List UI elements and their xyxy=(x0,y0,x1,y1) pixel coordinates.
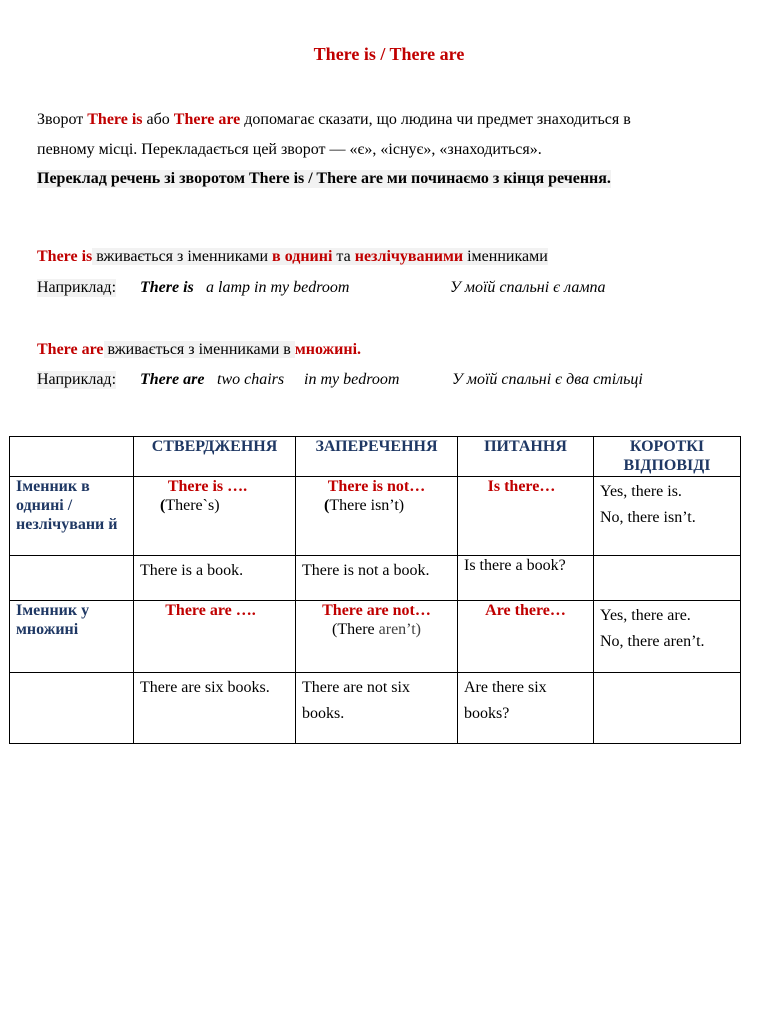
plural-example-key: There are xyxy=(140,371,205,388)
intro-text-3: допомагає сказати, що людина чи предмет знаходиться в xyxy=(240,111,631,128)
cell-empty xyxy=(594,556,741,601)
plural-text-1: вживається з іменниками в xyxy=(103,341,295,358)
cell-plural-short xyxy=(594,601,741,673)
formula-are-there: Are there… xyxy=(485,602,566,619)
example-there-are-six-books: There are six books. xyxy=(134,673,296,744)
contraction-there-isnt: (There isn’t) xyxy=(324,497,405,514)
header-negative: ЗАПЕРЕЧЕННЯ xyxy=(296,437,458,477)
formula-there-is-not: There is not… xyxy=(327,478,426,495)
table-row xyxy=(10,601,741,673)
cell-singular-question xyxy=(458,477,594,556)
example-there-is-a-book: There is a book. xyxy=(134,556,296,601)
row-head-empty xyxy=(10,556,134,601)
short-answer-yes-are: Yes, there are. xyxy=(600,607,691,624)
intro-text-2: або xyxy=(142,111,174,128)
singular-text-1: вживається з іменниками xyxy=(92,248,273,265)
grammar-table xyxy=(9,436,741,744)
table-row xyxy=(10,673,741,744)
header-affirmative: СТВЕРДЖЕННЯ xyxy=(134,437,296,477)
contraction-there-arent: (There aren’t) xyxy=(332,621,421,638)
table-row xyxy=(10,477,741,556)
singular-translation: У моїй спальні є лампа xyxy=(450,279,606,296)
page-title: There is / There are xyxy=(313,44,465,64)
singular-highlight-1: в однині xyxy=(272,248,333,265)
cell-plural-negative xyxy=(296,601,458,673)
formula-there-is: There is …. xyxy=(167,478,248,495)
cell-singular-short xyxy=(594,477,741,556)
cell-empty xyxy=(594,673,741,744)
row-head-singular: Іменник в однині / незлічувани й xyxy=(10,477,134,556)
row-head-empty xyxy=(10,673,134,744)
row-head-plural: Іменник у множині xyxy=(10,601,134,673)
formula-is-there: Is there… xyxy=(487,478,556,495)
cell-singular-affirm xyxy=(134,477,296,556)
contraction-theres: (There`s) xyxy=(160,497,220,514)
translation-rule: Переклад речень зі зворотом There is / There are ми починаємо з кінця речення. xyxy=(37,170,611,187)
singular-example-rest: a lamp in my bedroom xyxy=(206,279,350,296)
singular-keyword: There is xyxy=(37,248,93,265)
formula-there-are-not: There are not… xyxy=(322,602,431,619)
formula-there-are: There are …. xyxy=(165,602,256,619)
singular-rule xyxy=(37,248,548,266)
intro-line-2: певному місці. Перекладається цей зворот — «є», «існує», «знаходиться». xyxy=(37,141,542,158)
plural-example-rest-2: in my bedroom xyxy=(304,371,400,388)
plural-example-rest-1: two chairs xyxy=(217,371,285,388)
short-answer-no-isnt: No, there isn’t. xyxy=(600,509,696,526)
cell-plural-question xyxy=(458,601,594,673)
table-corner-cell xyxy=(10,437,134,477)
cell-singular-negative xyxy=(296,477,458,556)
intro-keyword-there-are: There are xyxy=(173,111,241,128)
plural-keyword: There are xyxy=(37,341,104,358)
example-there-is-not-a-book: There is not a book. xyxy=(296,556,458,601)
short-answer-yes-is: Yes, there is. xyxy=(600,483,682,500)
table-row xyxy=(10,556,741,601)
singular-example-key: There is xyxy=(140,279,194,296)
example-there-are-not-six-books: There are not six books. xyxy=(296,673,458,744)
singular-highlight-2: незлічуваними xyxy=(354,248,464,265)
header-question: ПИТАННЯ xyxy=(458,437,594,477)
short-answer-no-arent: No, there aren’t. xyxy=(600,633,705,650)
example-is-there-a-book: Is there a book? xyxy=(458,556,594,601)
singular-text-3: іменниками xyxy=(463,248,548,265)
intro-line-1 xyxy=(37,111,631,129)
cell-plural-affirm xyxy=(134,601,296,673)
singular-text-2: та xyxy=(332,248,355,265)
example-are-there-six-books: Are there six books? xyxy=(458,673,594,744)
plural-highlight: множині. xyxy=(294,341,362,358)
header-short-answers: КОРОТКІ ВІДПОВІДІ xyxy=(594,437,741,477)
singular-example-label: Наприклад: xyxy=(37,279,117,296)
intro-keyword-there-is: There is xyxy=(87,111,143,128)
plural-example-label: Наприклад: xyxy=(37,371,117,388)
table-header-row xyxy=(10,437,741,477)
plural-rule xyxy=(37,341,361,359)
plural-translation: У моїй спальні є два стільці xyxy=(452,371,643,388)
intro-text-1: Зворот xyxy=(37,111,88,128)
